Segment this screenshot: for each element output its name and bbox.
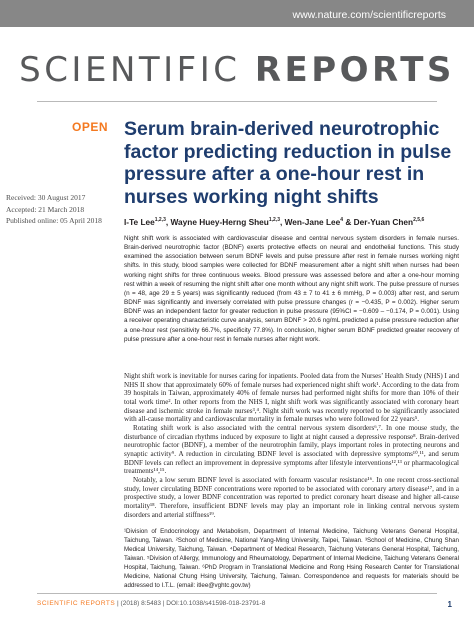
masthead-rule bbox=[37, 101, 437, 102]
author-name[interactable]: Wen-Jane Lee bbox=[284, 217, 341, 227]
author-affiliation-marks: 4 bbox=[340, 217, 344, 224]
author-name[interactable]: I-Te Lee bbox=[124, 217, 155, 227]
author-name[interactable]: Der-Yuan Chen bbox=[353, 217, 414, 227]
footer-doi[interactable]: | (2018) 8:5483 | DOI:10.1038/s41598-018-23791-8 bbox=[115, 600, 266, 607]
received-date: Received: 30 August 2017 bbox=[6, 193, 86, 202]
page-number: 1 bbox=[447, 600, 452, 609]
article-dates bbox=[6, 192, 118, 227]
author-affiliation-marks: 1,2,3 bbox=[154, 217, 166, 224]
footer-rule bbox=[37, 593, 437, 594]
accepted-date: Accepted: 21 March 2018 bbox=[6, 204, 85, 214]
masthead-word-reports: REPORTS bbox=[254, 50, 455, 90]
author-separator: , bbox=[165, 217, 171, 227]
author-list bbox=[124, 217, 459, 227]
body-paragraph: Night shift work is inevitable for nurses caring for inpatients. Pooled data from the Nurses’ Health Study (NHS) I and NHS II show that approximately 60% of female nurses had experienced night shift work¹. According to the data from 39 hospitals in Taiwan, approximately 40% of female nurses had performed night shifts for more than 10% of their total work time². In other reports from the NHS I, night shift work was significantly associated with coronary heart disease and ischemic stroke in female nurses³,⁴. Night shift work was recently reported to be significantly associated with all-cause mortality and cardiovascular mortality in female nurses who were followed for 22 years⁵. bbox=[124, 372, 459, 424]
abstract-text: Night shift work is associated with cardiovascular disease and central nervous system disorders in female nurses. Brain-derived neurotrophic factor (BDNF) exerts protective effects on neural and endothelial functions. This study examined the association between serum BDNF levels and pulse pressure after rest in female nurses working night shifts. In this study, blood samples were collected for BDNF measurement after a night shift when nurses had been working night shifts for three continuous weeks. Blood pressure was assessed before and after a one-hour morning rest within a week of resuming the night shift after one month without any night shift work. The pulse pressure of nurses (n = 48, age 29 ± 5 years) was significantly reduced (from 43 ± 7 to 41 ± 6 mmHg, P = 0.003) after rest, and serum BDNF was significantly and inversely correlated with pulse pressure changes (r = −0.435, P = 0.002). Higher serum BDNF was an independent factor for greater reduction in pulse pressure (95%CI = −0.609 – −0.174, P = 0.001). Using a receiver operating characteristic curve analysis, serum BDNF > 20.6 ng/mL predicted a pulse pressure reduction after a one-hour rest (sensitivity 66.7%, specificity 77.8%). In conclusion, higher serum BDNF predicted greater recovery of pulse pressure after a one-hour rest in female nurses after night work. bbox=[124, 235, 459, 343]
open-access-badge: OPEN bbox=[72, 120, 109, 134]
author-affiliation-marks: 2,5,6 bbox=[413, 217, 425, 224]
author-name[interactable]: Wayne Huey-Herng Sheu bbox=[170, 217, 269, 227]
published-date: Published online: 05 April 2018 bbox=[6, 216, 102, 225]
author-separator: & bbox=[343, 217, 354, 227]
author-separator: , bbox=[279, 217, 285, 227]
top-bar bbox=[0, 0, 474, 27]
body-paragraph: Notably, a low serum BDNF level is associated with forearm vascular resistance¹⁶. In one recent cross-sectional study, lower circulating BDNF concentrations were reported to be associated with coronary artery disease¹⁷, and in a prospective study, a lower BDNF concentration was reported to predict coronary heart disease and higher all-cause mortality¹⁸. Therefore, insufficient BDNF levels may play an important role in linking central nervous system disorders and arterial stiffness¹⁹. bbox=[124, 475, 459, 519]
body-paragraph: Rotating shift work is also associated with the central nervous system disorders⁶,⁷. In one mouse study, the disturbance of circadian rhythms induced by exposure to light at night caused a depressive response⁸. Brain-derived neurotrophic factor (BDNF), a member of the neurotrophin family, plays important roles in protecting neurons and synaptic activity⁹. A reduction in circulating BDNF level is associated with depressive symptoms¹⁰,¹¹, and serum BDNF levels can reflect an improvement in depressive symptoms after lifestyle interventions¹²,¹³ or pharmacological treatments¹⁴,¹⁵. bbox=[124, 423, 459, 476]
introduction-section bbox=[124, 372, 459, 519]
journal-url[interactable]: www.nature.com/scientificreports bbox=[292, 9, 446, 21]
footer-citation bbox=[37, 600, 265, 607]
affiliations-text: ¹Division of Endocrinology and Metabolism, Department of Internal Medicine, Taichung Veterans General Hospital, Taichung, Taiwan. ²School of Medicine, National Yang-Ming University, Taipei, Taiwan. ³School of Medicine, Chung Shan Medical University, Taichung, Taiwan. ⁴Department of Medical Research, Taichung Veterans General Hospital, Taichung, Taiwan. ⁵Division of Allergy, Immunology and Rheumatology, Department of Internal Medicine, Taichung Veterans General Hospital, Taichung, Taiwan. ⁶PhD Program in Translational Medicine and Rong Hsing Research Center for Translational Medicine, National Chung Hsing University, Taichung, Taiwan. Correspondence and requests for materials should be addressed to I.T.L. (email: itlee@vghtc.gov.tw) bbox=[124, 528, 459, 590]
masthead-word-scientific: SCIENTIFIC bbox=[19, 50, 255, 90]
journal-masthead bbox=[0, 50, 474, 90]
author-affiliation-marks: 1,2,3 bbox=[268, 217, 280, 224]
article-title: Serum brain-derived neurotrophic factor predicting reduction in pulse pressure after a one-hour rest in nurses working night shifts bbox=[124, 118, 452, 208]
footer-journal-name: SCIENTIFIC REPORTS bbox=[37, 600, 116, 607]
